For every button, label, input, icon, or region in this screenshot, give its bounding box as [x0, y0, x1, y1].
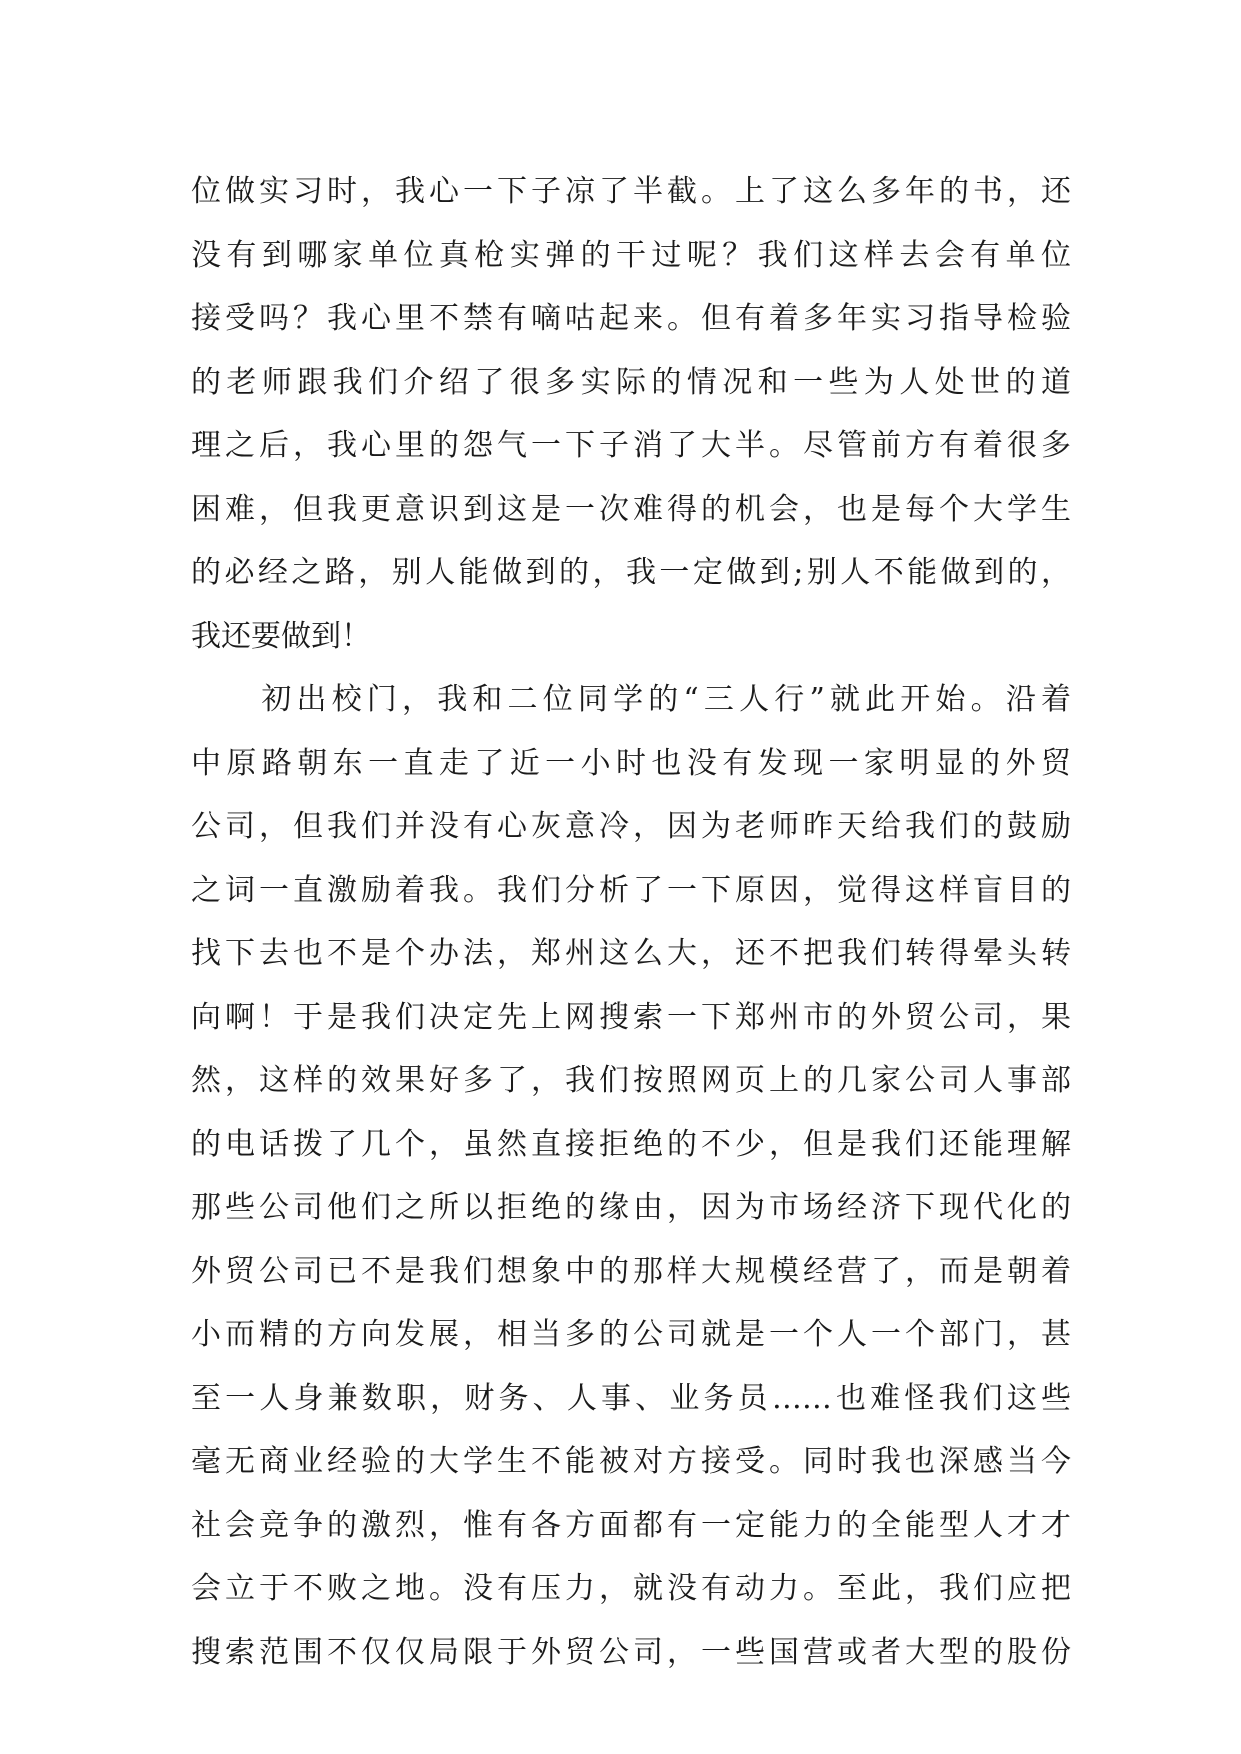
text-line: 位做实习时，我心一下子凉了半截。上了这么多年的书，还	[191, 174, 1071, 209]
text-line: 至一人身兼数职，财务、人事、业务员……也难怪我们这些	[191, 1380, 1071, 1416]
text-line: 困难，但我更意识到这是一次难得的机会，也是每个大学生	[191, 491, 1071, 527]
text-line: 毫无商业经验的大学生不能被对方接受。同时我也深感当今	[191, 1444, 1071, 1479]
text-line: 中原路朝东一直走了近一小时也没有发现一家明显的外贸	[191, 745, 1071, 781]
text-line: 的必经之路，别人能做到的，我一定做到;别人不能做到的，	[191, 555, 1071, 590]
text-line: 初出校门，我和二位同学的“三人行”就此开始。沿着	[191, 682, 1071, 717]
text-line: 找下去也不是个办法，郑州这么大，还不把我们转得晕头转	[191, 936, 1071, 971]
text-line: 理之后，我心里的怨气一下子消了大半。尽管前方有着很多	[191, 428, 1071, 463]
text-line: 会立于不败之地。没有压力，就没有动力。至此，我们应把	[191, 1571, 1071, 1606]
text-line: 搜索范围不仅仅局限于外贸公司，一些国营或者大型的股份	[191, 1634, 1071, 1670]
text-line: 外贸公司已不是我们想象中的那样大规模经营了，而是朝着	[191, 1253, 1071, 1289]
text-line: 向啊！于是我们决定先上网搜索一下郑州市的外贸公司，果	[191, 999, 1071, 1035]
text-line: 社会竞争的激烈，惟有各方面都有一定能力的全能型人才才	[191, 1507, 1071, 1543]
text-line: 没有到哪家单位真枪实弹的干过呢？我们这样去会有单位	[191, 237, 1071, 273]
text-line: 小而精的方向发展，相当多的公司就是一个人一个部门，甚	[191, 1317, 1071, 1352]
text-line: 的电话拨了几个，虽然直接拒绝的不少，但是我们还能理解	[191, 1126, 1071, 1162]
text-line: 那些公司他们之所以拒绝的缘由，因为市场经济下现代化的	[191, 1190, 1071, 1225]
body-text	[191, 160, 1071, 1684]
text-line: 之词一直激励着我。我们分析了一下原因，觉得这样盲目的	[191, 872, 1071, 908]
text-line: 接受吗？我心里不禁有嘀咕起来。但有着多年实习指导检验	[191, 301, 1071, 336]
text-line: 然，这样的效果好多了，我们按照网页上的几家公司人事部	[191, 1063, 1071, 1098]
text-line: 的老师跟我们介绍了很多实际的情况和一些为人处世的道	[191, 364, 1071, 400]
text-line: 公司，但我们并没有心灰意冷，因为老师昨天给我们的鼓励	[191, 809, 1071, 844]
paragraph-end-line: 我还要做到！	[191, 618, 371, 654]
